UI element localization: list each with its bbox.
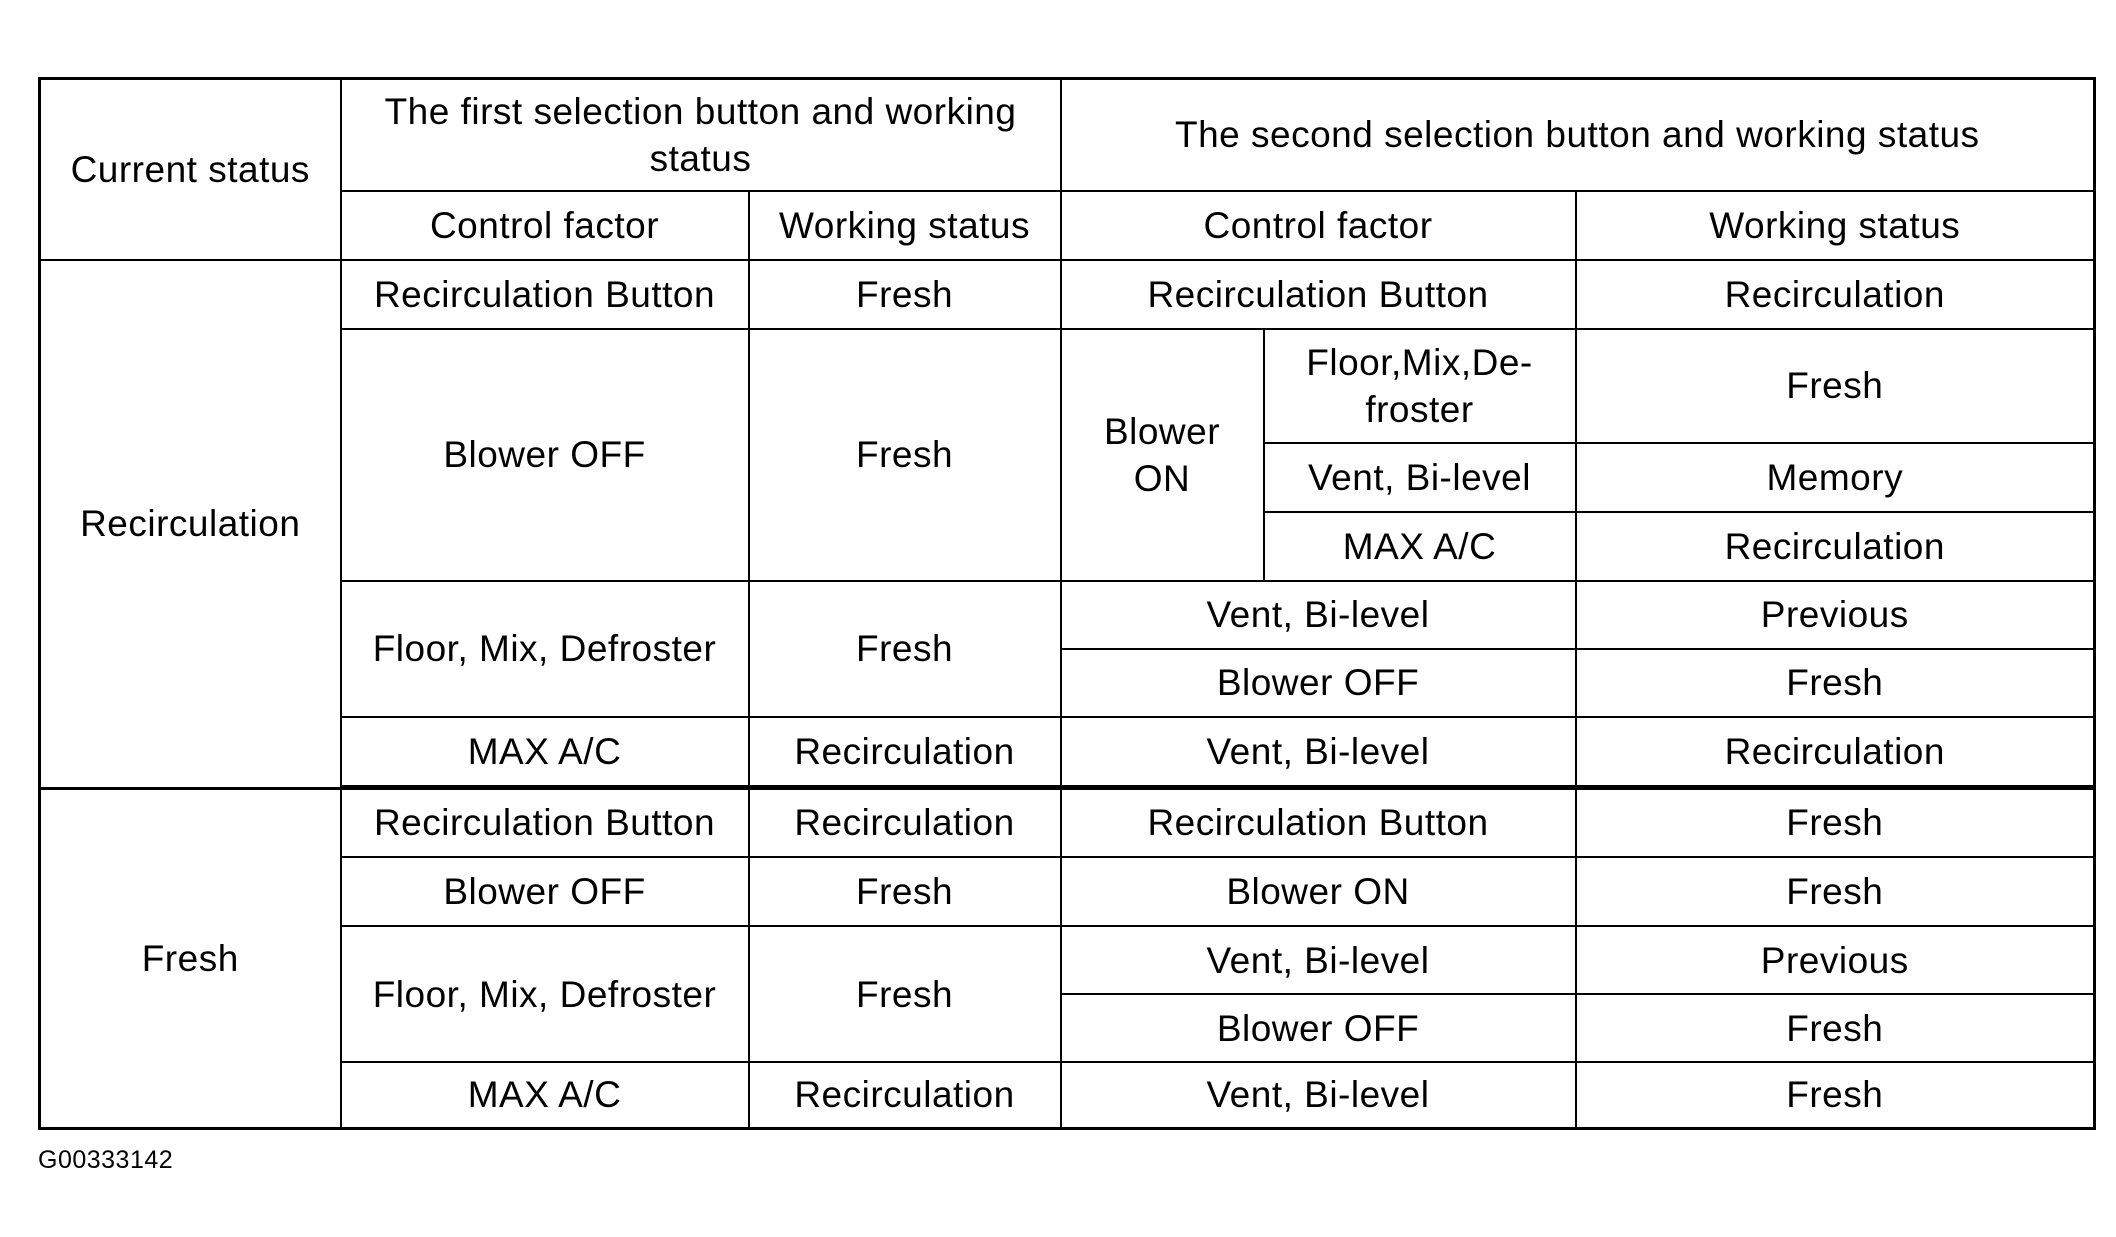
cell-first-status: Fresh [749, 857, 1061, 926]
status-table [38, 77, 2096, 1130]
cell-second-control: Blower OFF [1061, 994, 1576, 1062]
current-status-recirculation: Recirculation [40, 260, 341, 789]
cell-first-control: Floor, Mix, Defroster [341, 581, 749, 717]
cell-second-status: Previous [1576, 581, 2095, 649]
cell-mode: Floor,Mix,De-froster [1264, 329, 1576, 443]
cell-first-status: Fresh [749, 581, 1061, 717]
cell-mode: MAX A/C [1264, 512, 1576, 581]
cell-second-control: Vent, Bi-level [1061, 1062, 1576, 1128]
table-row [40, 788, 2095, 857]
cell-first-control: MAX A/C [341, 717, 749, 786]
cell-second-status: Fresh [1576, 994, 2095, 1062]
header-second-working-status: Working status [1576, 191, 2095, 260]
cell-second-status: Fresh [1576, 1062, 2095, 1128]
cell-first-status: Recirculation [749, 717, 1061, 786]
cell-blower-on: Blower ON [1061, 329, 1264, 581]
cell-first-status: Recirculation [749, 1062, 1061, 1128]
header-second-selection: The second selection button and working status [1061, 79, 2095, 191]
figure-id: G00333142 [38, 1146, 174, 1174]
cell-first-status: Recirculation [749, 788, 1061, 857]
table-row [40, 329, 2095, 443]
header-first-selection: The first selection button and working status [341, 79, 1061, 191]
table-row [40, 581, 2095, 649]
cell-first-control: Blower OFF [341, 329, 749, 581]
cell-second-status: Fresh [1576, 329, 2095, 443]
cell-first-control: Blower OFF [341, 857, 749, 926]
cell-mode: Vent, Bi-level [1264, 443, 1576, 512]
table-row [40, 717, 2095, 786]
header-first-working-status: Working status [749, 191, 1061, 260]
table-row [40, 857, 2095, 926]
table-row [40, 260, 2095, 329]
cell-second-status: Fresh [1576, 788, 2095, 857]
cell-second-control: Vent, Bi-level [1061, 926, 1576, 994]
header-first-control-factor: Control factor [341, 191, 749, 260]
cell-second-control: Vent, Bi-level [1061, 717, 1576, 786]
cell-second-status: Recirculation [1576, 717, 2095, 786]
cell-second-control: Vent, Bi-level [1061, 581, 1576, 649]
cell-second-status: Fresh [1576, 649, 2095, 717]
cell-second-control: Recirculation Button [1061, 260, 1576, 329]
table-row [40, 1062, 2095, 1128]
cell-second-status: Recirculation [1576, 512, 2095, 581]
cell-second-control: Blower ON [1061, 857, 1576, 926]
header-current-status: Current status [40, 79, 341, 260]
cell-second-status: Fresh [1576, 857, 2095, 926]
cell-first-control: Recirculation Button [341, 788, 749, 857]
cell-second-control: Recirculation Button [1061, 788, 1576, 857]
current-status-fresh: Fresh [40, 788, 341, 1128]
header-second-control-factor: Control factor [1061, 191, 1576, 260]
cell-first-status: Fresh [749, 329, 1061, 581]
cell-second-control: Blower OFF [1061, 649, 1576, 717]
cell-second-status: Recirculation [1576, 260, 2095, 329]
cell-first-status: Fresh [749, 926, 1061, 1062]
cell-first-control: MAX A/C [341, 1062, 749, 1128]
cell-second-status: Previous [1576, 926, 2095, 994]
cell-first-status: Fresh [749, 260, 1061, 329]
cell-first-control: Floor, Mix, Defroster [341, 926, 749, 1062]
table-row [40, 926, 2095, 994]
cell-first-control: Recirculation Button [341, 260, 749, 329]
cell-second-status: Memory [1576, 443, 2095, 512]
